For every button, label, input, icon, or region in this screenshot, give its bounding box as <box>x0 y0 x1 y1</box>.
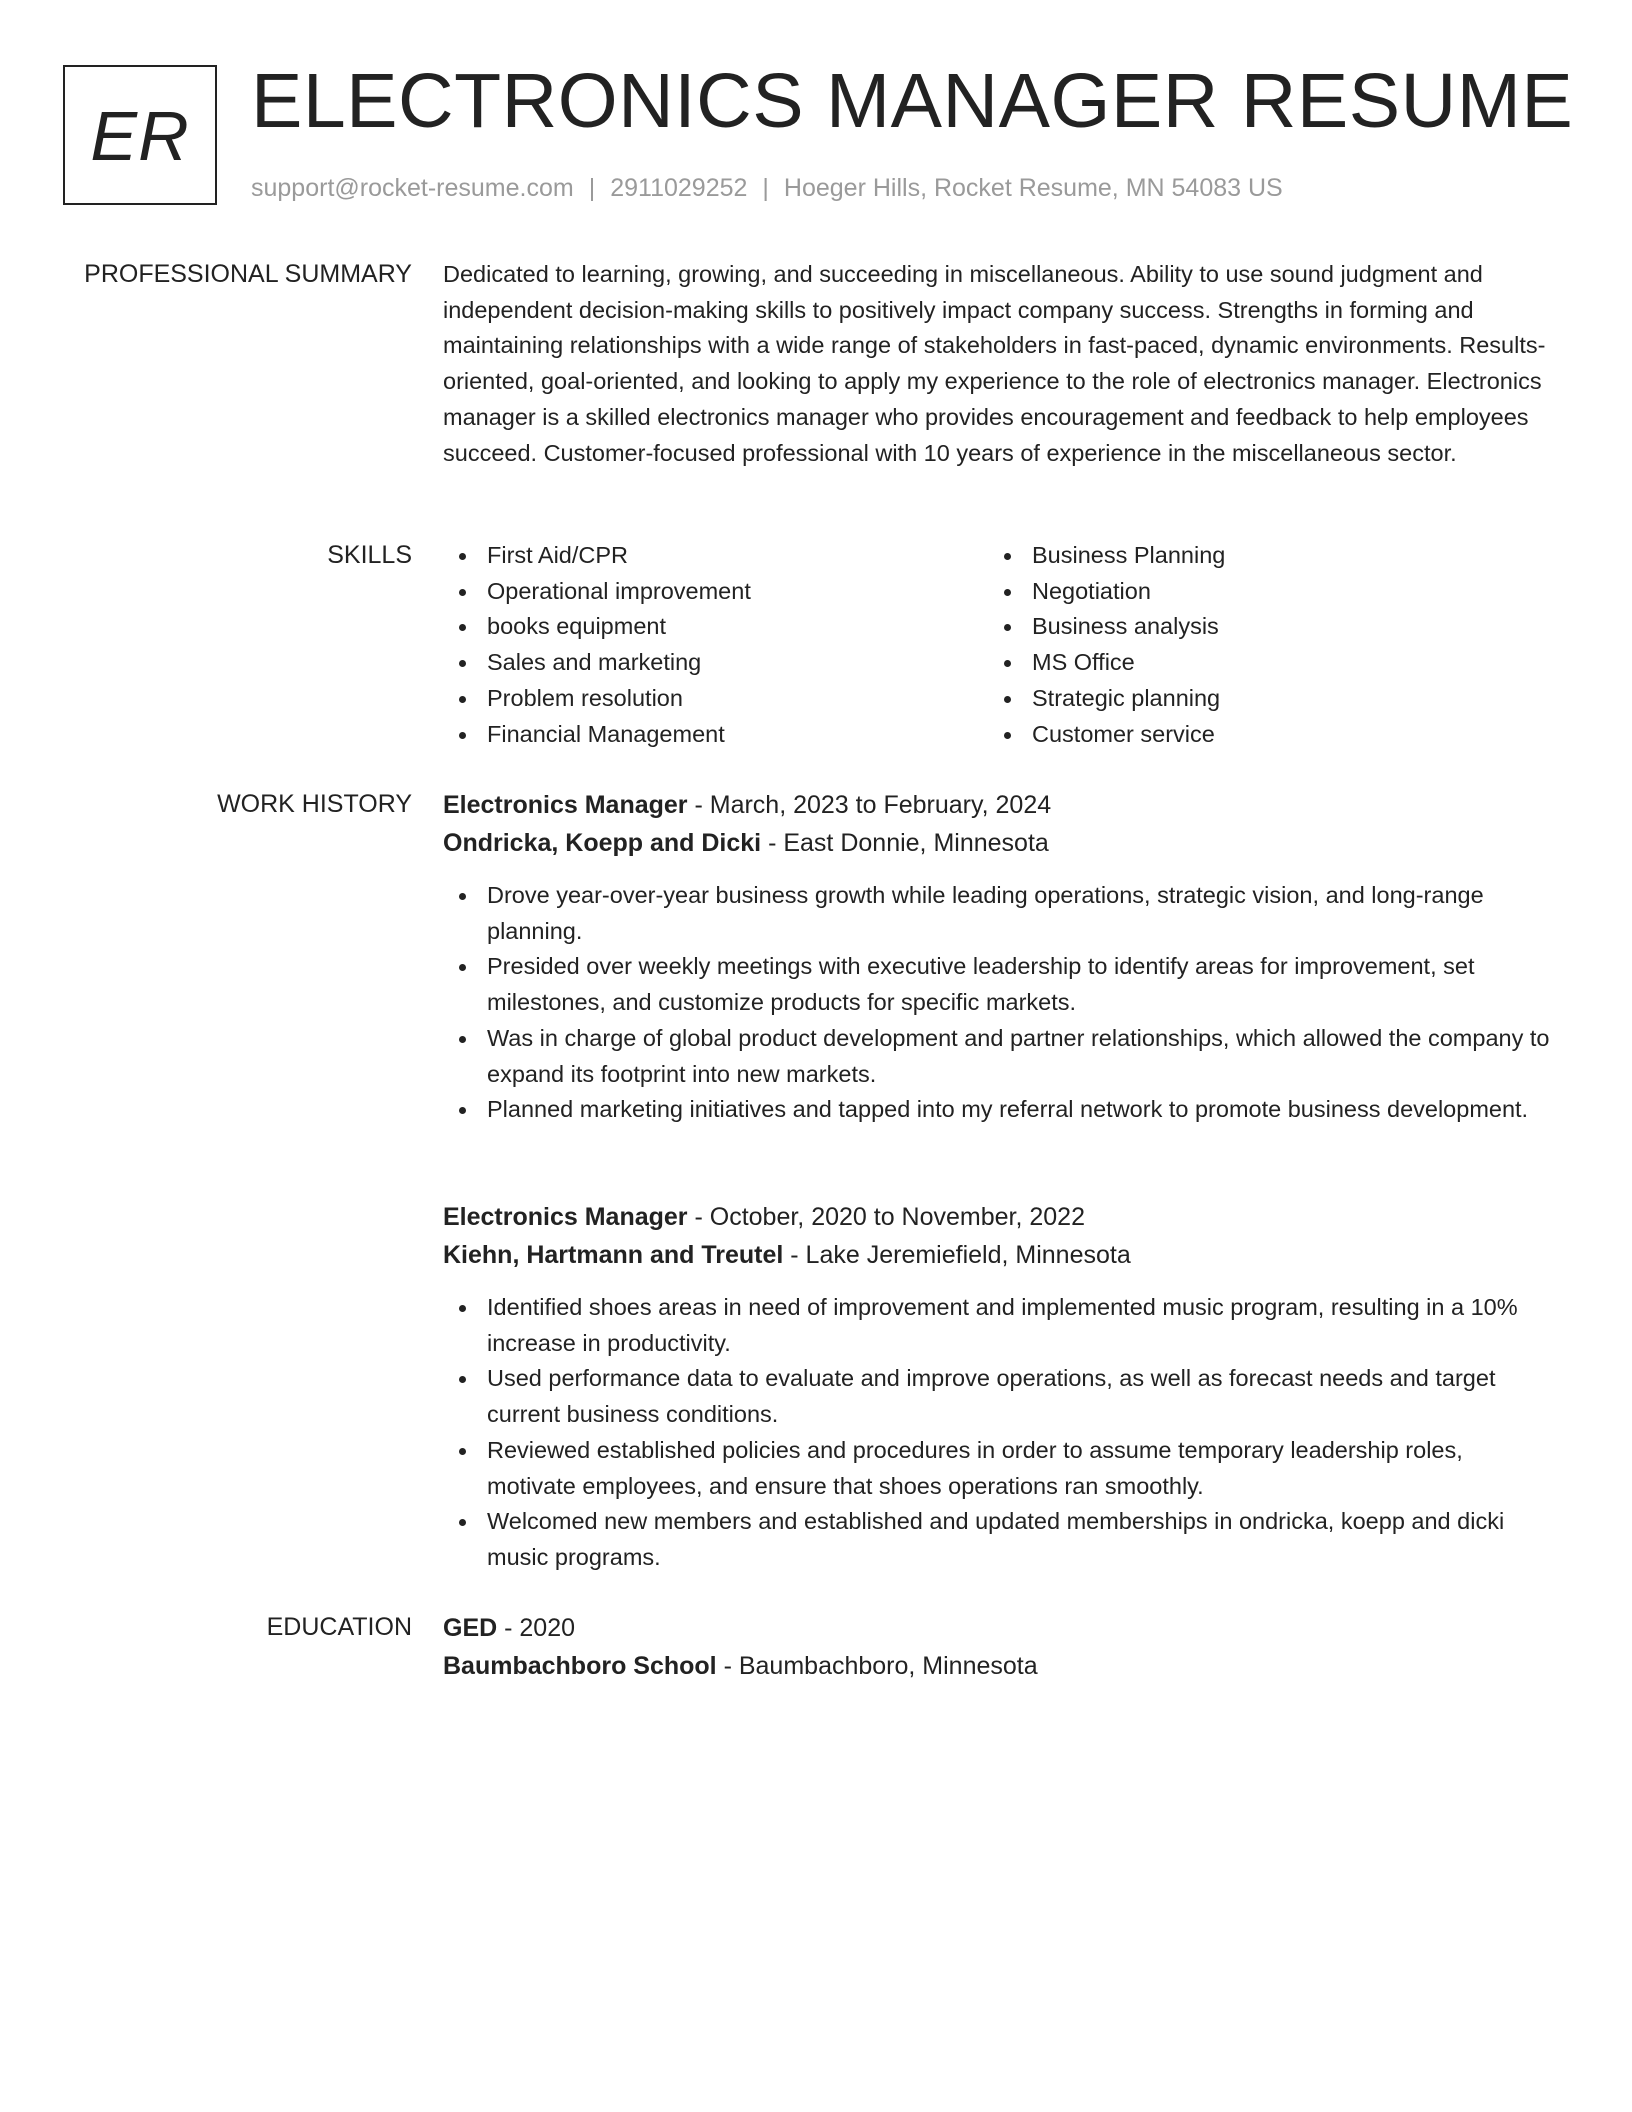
job-bullets <box>443 1290 1558 1576</box>
contact-line <box>251 172 1283 204</box>
skill-item: MS Office <box>988 645 1533 681</box>
summary-section <box>443 257 1558 471</box>
job-company: Kiehn, Hartmann and Treutel <box>443 1240 784 1269</box>
resume-title: ELECTRONICS MANAGER RESUME <box>251 58 1574 144</box>
education-degree-line <box>443 1610 1558 1648</box>
education-school: Baumbachboro School <box>443 1651 717 1680</box>
job-entry <box>443 787 1558 1128</box>
skill-item: Business Planning <box>988 538 1533 574</box>
education-school-line <box>443 1648 1558 1686</box>
job-bullet: Drove year-over-year business growth while leading operations, strategic vision, and long-range planning. <box>443 878 1558 949</box>
skill-item: Negotiation <box>988 574 1533 610</box>
job-bullet: Identified shoes areas in need of improvement and implemented music program, resulting in a 10% increase in productivity. <box>443 1290 1558 1361</box>
contact-email: support@rocket-resume.com <box>251 174 574 202</box>
job-title: Electronics Manager <box>443 1203 688 1231</box>
skill-item: Sales and marketing <box>443 645 988 681</box>
contact-phone: 2911029252 <box>610 174 748 202</box>
job-title: Electronics Manager <box>443 791 688 819</box>
job-company-line <box>443 1237 1558 1275</box>
summary-text: Dedicated to learning, growing, and succeeding in miscellaneous. Ability to use sound judgment and independent decision-making skills to positively impact company success. Strengths in forming and maintaining relationships with a wide range of stakeholders in fast-paced, dynamic environments. Results-oriented, goal-oriented, and looking to apply my experience to the role of electronics manager. Electronics manager is a skilled electronics manager who provides encouragement and feedback to help employees succeed. Customer-focused professional with 10 years of experience in the miscellaneous sector. <box>443 261 1546 466</box>
job-entry <box>443 1199 1558 1576</box>
job-title-line <box>443 787 1558 825</box>
job-bullet: Reviewed established policies and procedures in order to assume temporary leadership roles, motivate employees, and ensure that shoes operations ran smoothly. <box>443 1433 1558 1504</box>
education-label: EDUCATION <box>266 1613 412 1641</box>
job-company: Ondricka, Koepp and Dicki <box>443 828 762 857</box>
job-location: - Lake Jeremiefield, Minnesota <box>783 1240 1131 1269</box>
contact-separator: | <box>588 174 596 202</box>
skill-item: Financial Management <box>443 717 988 753</box>
education-degree: GED <box>443 1614 498 1642</box>
job-bullets <box>443 878 1558 1128</box>
contact-address: Hoeger Hills, Rocket Resume, MN 54083 US <box>783 174 1283 202</box>
job-bullet: Used performance data to evaluate and improve operations, as well as forecast needs and target current business conditions. <box>443 1361 1558 1432</box>
skill-item: Business analysis <box>988 609 1533 645</box>
summary-label: PROFESSIONAL SUMMARY <box>84 260 412 288</box>
job-dates: - March, 2023 to February, 2024 <box>687 791 1052 819</box>
education-location: - Baumbachboro, Minnesota <box>716 1651 1038 1680</box>
job-company-line <box>443 825 1558 863</box>
skills-list-left <box>443 538 988 752</box>
skill-item: Problem resolution <box>443 681 988 717</box>
education-entry <box>443 1610 1558 1685</box>
job-bullet: Welcomed new members and established and updated memberships in ondricka, koepp and dicki music programs. <box>443 1504 1558 1575</box>
skill-item: First Aid/CPR <box>443 538 988 574</box>
job-title-line <box>443 1199 1558 1237</box>
skills-section <box>443 538 1558 752</box>
contact-separator: | <box>762 174 769 202</box>
skills-grid <box>443 538 1558 752</box>
skill-item: Operational improvement <box>443 574 988 610</box>
skills-list-right <box>988 538 1533 752</box>
job-bullet: Was in charge of global product development and partner relationships, which allowed the company to expand its footprint into new markets. <box>443 1021 1558 1092</box>
skill-item: Customer service <box>988 717 1533 753</box>
skill-item: books equipment <box>443 609 988 645</box>
job-bullet: Planned marketing initiatives and tapped into my referral network to promote business development. <box>443 1092 1558 1128</box>
monogram-initials: ER <box>90 97 190 175</box>
monogram-box <box>63 65 217 205</box>
work-history-label: WORK HISTORY <box>217 790 412 818</box>
skills-label: SKILLS <box>327 541 412 569</box>
job-dates: - October, 2020 to November, 2022 <box>687 1203 1085 1231</box>
job-bullet: Presided over weekly meetings with executive leadership to identify areas for improvement, set milestones, and customize products for specific markets. <box>443 949 1558 1020</box>
education-year: - 2020 <box>497 1614 576 1642</box>
job-location: - East Donnie, Minnesota <box>761 828 1049 857</box>
skill-item: Strategic planning <box>988 681 1533 717</box>
